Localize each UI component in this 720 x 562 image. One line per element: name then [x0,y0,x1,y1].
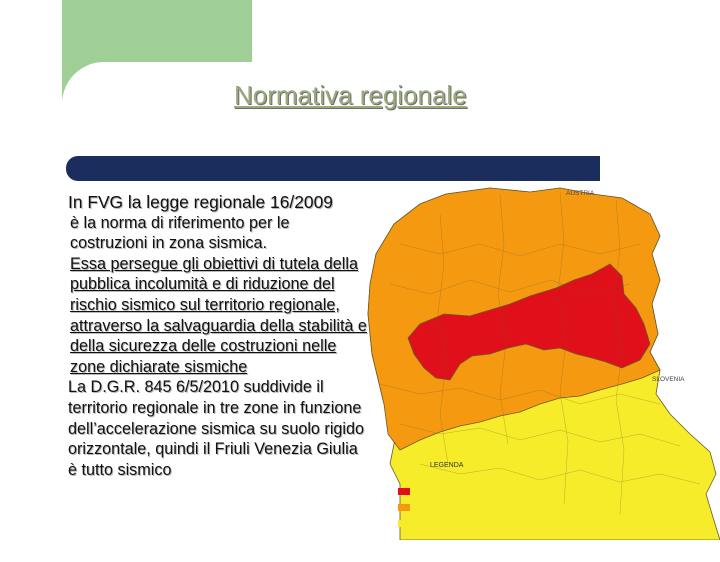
paragraph-3: La D.G.R. 845 6/5/2010 suddivide il territorio regionale in tre zone in funzione dell’accelerazione sismica su suolo rigido orizzontale, quindi il Friuli Venezia Giulia è tutto sismico [68,378,365,479]
paragraph-1-rest: è la norma di riferimento per le costruzioni in zona sismica. [70,213,290,253]
map-svg [360,184,720,540]
slide-body [68,192,368,480]
legend-swatch-zone-2 [398,504,410,511]
legend-title: LEGENDA [430,462,464,469]
seismic-zone-map [360,184,720,540]
map-label-slovenia: SLOVENIA [652,376,685,383]
legend-swatch-zone-3 [398,520,410,527]
slide-title: Normativa regionale [234,80,467,110]
left-margin [0,0,62,540]
header-bar [66,156,600,181]
paragraph-2: Essa persegue gli obiettivi di tutela della pubblica incolumità e di riduzione del rischio sismico sul territorio regionale, attraverso la salvaguardia della stabilità e della sicurezza delle costruzioni nelle zone dichiarate sismiche [70,254,367,376]
legend-swatch-zone-1 [398,488,410,495]
map-label-austria: AUSTRIA [566,190,595,197]
paragraph-1-lead: In FVG la legge regionale 16/2009 [68,192,333,212]
